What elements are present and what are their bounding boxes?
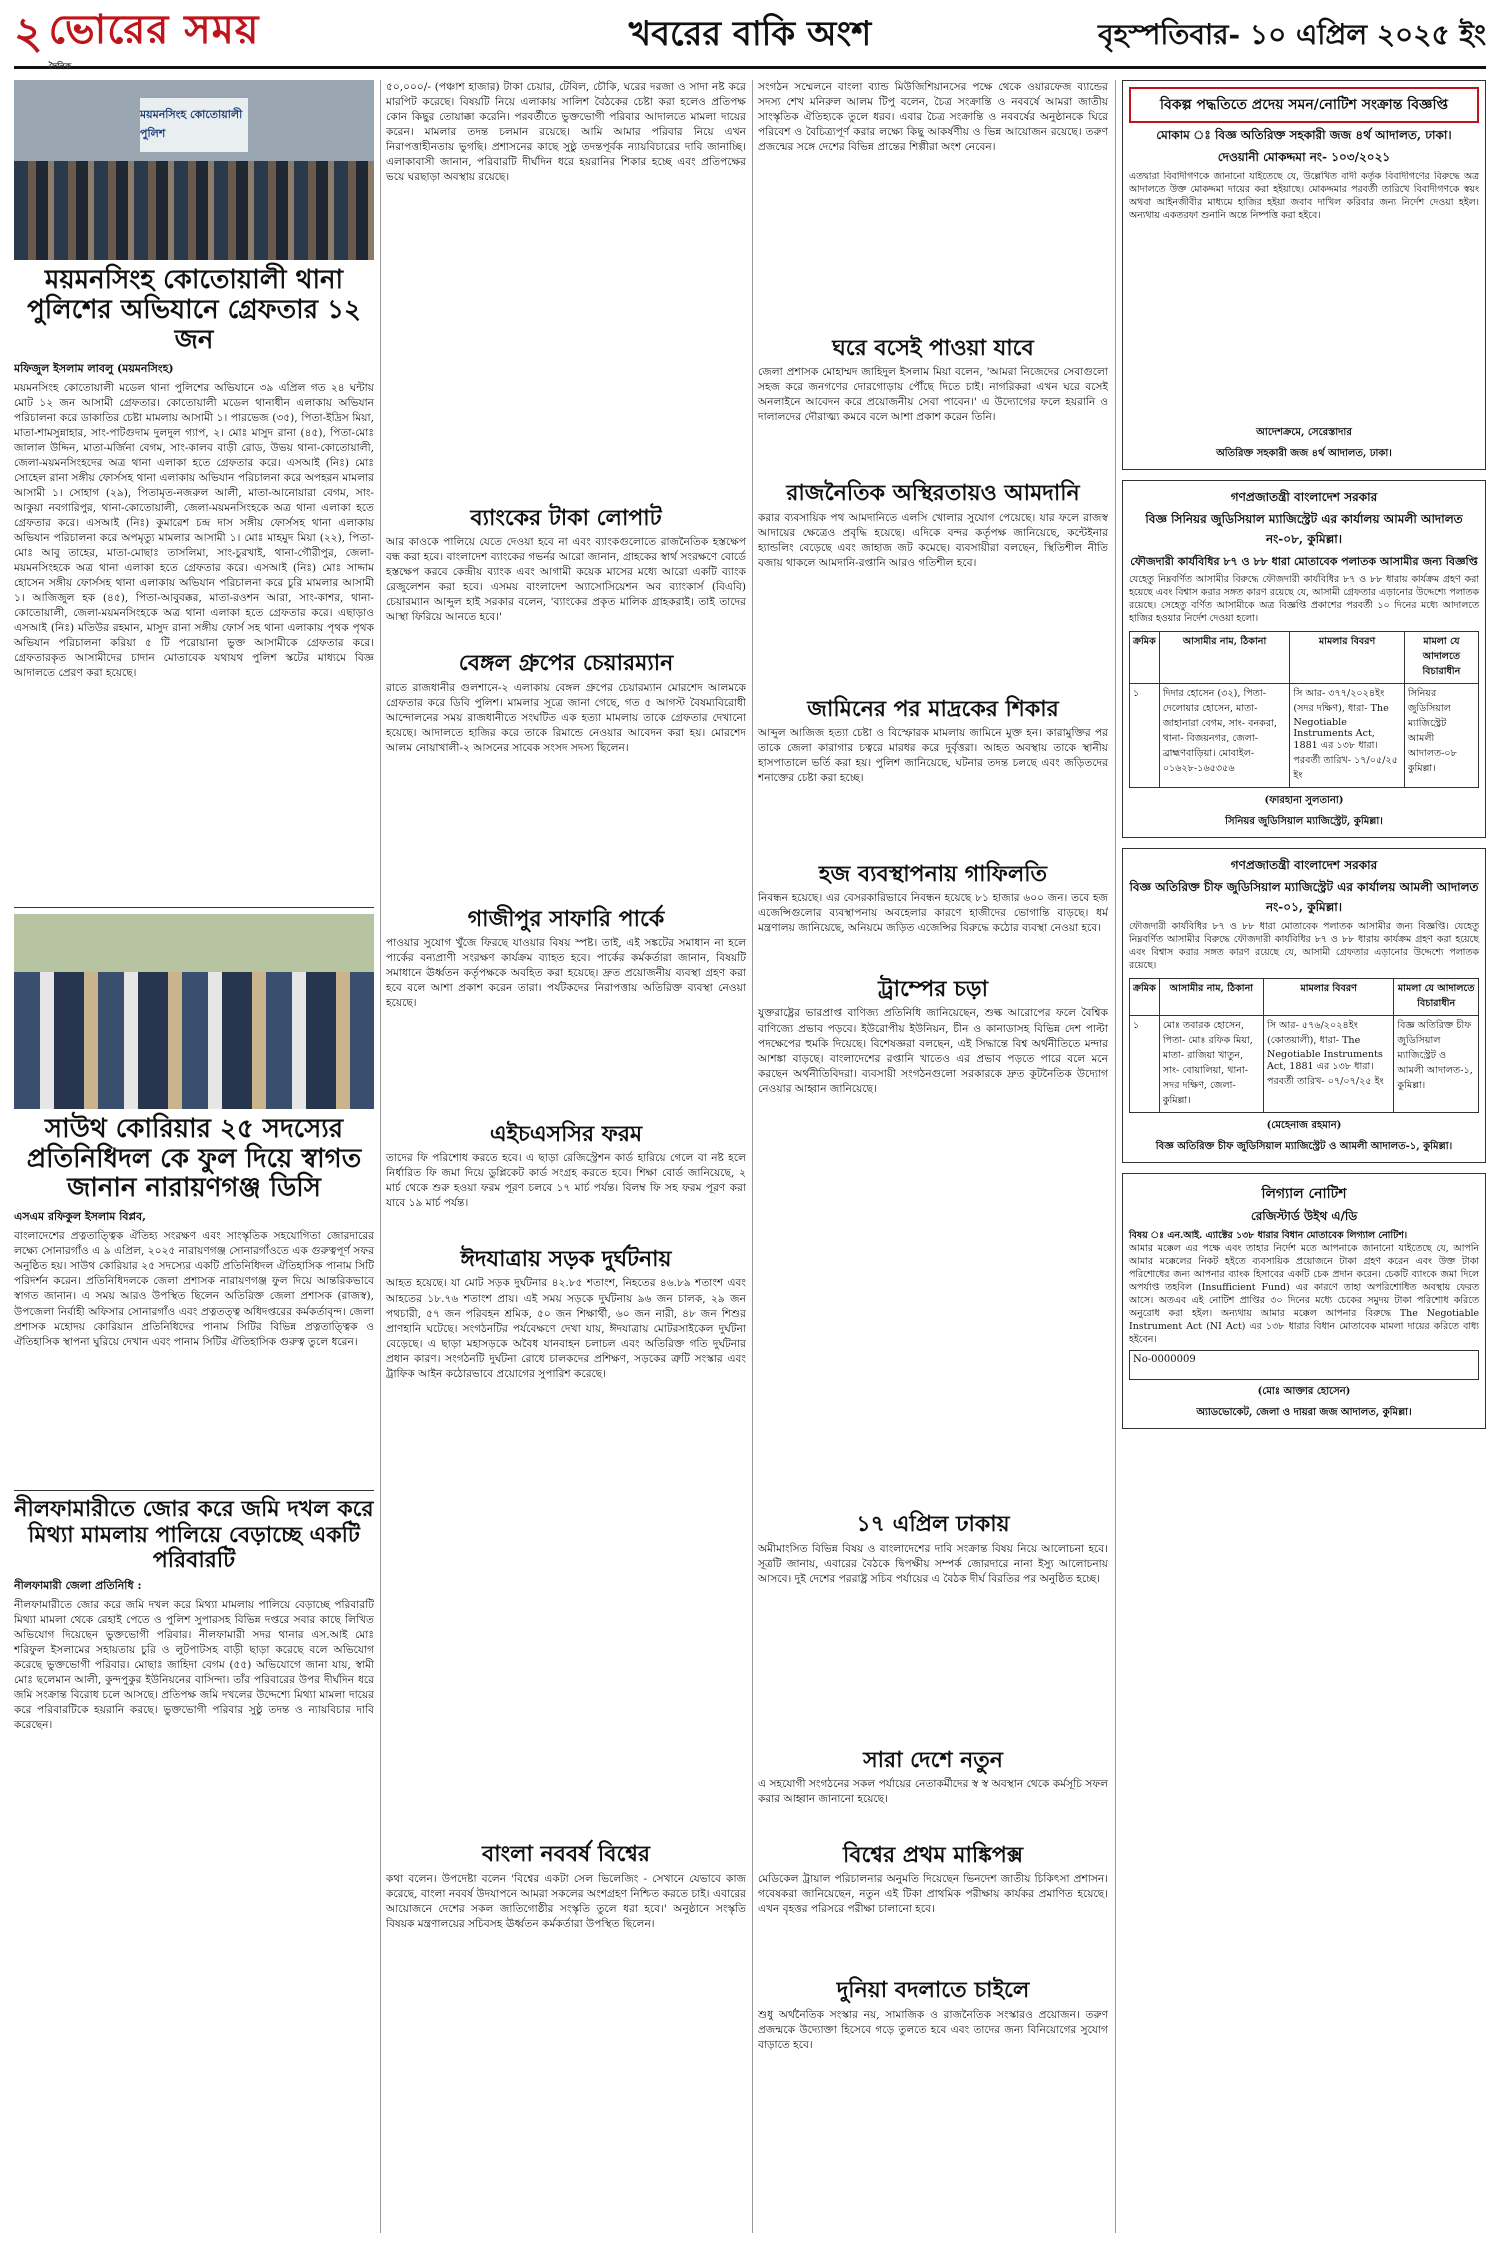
notice-subtitle: রেজিস্টার্ড উইথ এ/ডি	[1250, 1208, 1358, 1223]
table-row	[1130, 683, 1479, 787]
article-body: মেডিকেল ট্রায়াল পরিচালনার অনুমতি দিয়েছেন ভিনদেশ জাতীয় চিকিৎসা প্রশাসন। গবেষকরা জানিয়েছেন, নতুন এই টিকা প্রাথমিক পরীক্ষায় কার্যকর প্রমাণিত হয়েছে। এখন বৃহত্তর পরিসরে পরীক্ষা চালানো হবে।	[758, 1873, 1108, 1916]
article-body: ময়মনসিংহ কোতোয়ালী মডেল থানা পুলিশের অভিযানে ৩৯ এপ্রিল গত ২৪ ঘন্টায় মোট ১২ জন আসামী গ্রেফতার। কোতোয়ালী মডেল থানাধীন এলাকায় অভিযান পরিচালনা করে ডাকাতির চেষ্টা মামলায় আসামী ১। পারভেজ (৩৫), পিতা-ইদ্রিস মিয়া, মাতা-শামসুন্নাহার, সাং-পাটগুদাম দুলদুল গ্যাপ, ২। মোঃ মাসুদ রানা (৪৫), পিতা-মোঃ জালাল উদ্দিন, মাতা-মর্জিনা বেগম, সাং-কালব বাড়ী রোড, উভয় থানা-কোতোয়ালী, জেলা-ময়মনসিংহদের অত্র থানা এলাকা হতে গ্রেফতার করে। এসআই (নিঃ) মোঃ সোহেল রানা সঙ্গীয় ফোর্সসহ থানা এলাকায় অভিযান পরিচালনা করে অপহরন মামলার আসামী ১। সোহাগ (২৯), পিতামৃত-নজরুল আলী, মাতা-আনোয়ারা বেগম, সাং-আকুয়া নবগারিপুর, থানা-কোতোয়ালী, জেলা-ময়মনসিংহকে অত্র থানা এলাকা হতে গ্রেফতার করে। এসআই (নিঃ) কুমারেশ চন্দ্র দাস সঙ্গীয় ফোর্সসহ থানা এলাকায় অভিযান পরিচালনা করে অপমৃত্যু মামলার আসামী ১। মোঃ মাহমুদ মিয়া (২২), পিতা-মোঃ আবু তাহের, মাতা-মোছাঃ তাসলিমা, সাং-চুরখাই, থানা-গৌরীপুর, জেলা-ময়মনসিংহকে অত্র থানা এলাকা হতে গ্রেফতার করে। এসআই (নিঃ) মোঃ সাদ্দাম হোসেন সঙ্গীয় ফোর্সসহ থানা এলাকায় অভিযান পরিচালনা করে চুরি মামলার আসামী ১। আজিজুল হক (৪৫), পিতা-আবুবক্কর, মাতা-রওশন আরা, সাং-কাশর, থানা-কোতোয়ালী, জেলা-ময়মনসিংহকে অত্র থানা এলাকা হতে গ্রেফতার করে। এছাড়াও এসআই (নিঃ) মতিউর রহমান, মাসুদ রানা সঙ্গীয় ফোর্স সহ থানা এলাকায় পৃথক পৃথক অভিযান পরিচালনা করিয়া ৫ টি পরোয়ানা ভুক্ত আসামীকে গ্রেফতার করে। গ্রেফতারকৃত আসামীদের চাদান মোতাবেক যথাযথ পুলিশ স্কটের মাধ্যমে বিজ্ঞ আদালতে প্রেরণ করা হয়েছে।	[14, 381, 374, 680]
table-row	[1130, 1015, 1479, 1112]
headline-april-17: ১৭ এপ্রিল ঢাকায়	[856, 1511, 1010, 1538]
notice-signature-office: অ্যাডভোকেট, জেলা ও দায়রা জজ আদালত, কুমিল্লা।	[1196, 1407, 1412, 1419]
photo-banner-text: ময়মনসিংহ কোতোয়ালী পুলিশ	[140, 108, 243, 140]
notice-text: আমার মক্কেল এর পক্ষে এবং তাহার নির্দেশ মতে আপনাকে জানানো যাইতেছে যে, আপনি আমার মক্কেলের নিকট হইতে ব্যবসায়িক প্রয়োজনে টাকা গ্রহণ করেন এবং উক্ত টাকা পরিশোধের জন্য আপনার ব্যাংক হিসাবের একটি চেক প্রদান করেন। চেকটি ব্যাংকে জমা দিলে অপর্যাপ্ত তহবিল (Insufficient Fund) এর কারণে তাহা অপরিশোধিত অবস্থায় ফেরত আসে। অতএব এই নোটিশ প্রাপ্তির ৩০ দিনের মধ্যে চেকের সমুদয় টাকা পরিশোধ করিতে অনুরোধ করা হইল। অন্যথায় আমার মক্কেল আপনার বিরুদ্ধে The Negotiable Instrument Act (NI Act) এর ১৩৮ ধারার বিধান মোতাবেক মামলা দায়ের করিতে বাধ্য হইবেন।	[1129, 1242, 1479, 1345]
table-cell: সিনিয়র জুডিসিয়াল ম্যাজিস্ট্রেট আমলী আদালত-০৮ কুমিল্লা।	[1404, 683, 1478, 787]
table-cell: মোঃ তবারক হোসেন, পিতা- মোঃ রফিক মিয়া, মাতা- রাজিয়া খাতুন, সাং- বোয়ালিয়া, থানা- সদর দক্ষিণ, জেলা- কুমিল্লা।	[1159, 1015, 1263, 1112]
notice-header: গণপ্রজাতন্ত্রী বাংলাদেশ সরকার	[1230, 857, 1378, 872]
page-number: ২	[14, 7, 43, 59]
article-body: আব্দুল আজিজ হত্যা চেষ্টা ও বিস্ফোরক মামলায় জামিনে মুক্ত হন। কারামুক্তির পর তাকে জেলা কারাগার চত্বরে মারধর করে দুর্বৃত্তরা। আহত অবস্থায় তাকে স্থানীয় হাসপাতালে ভর্তি করা হয়। পুলিশ জানিয়েছে, ঘটনার তদন্ত চলছে এবং জড়িতদের শনাক্তের চেষ্টা করা হচ্ছে।	[758, 726, 1108, 784]
article-body: পাওয়ার সুযোগ খুঁজে ফিরছে যাওয়ার বিষয় স্পষ্ট। তাই, এই সঙ্কটের সমাধান না হলে পার্কের বন্যপ্রাণী সংরক্ষণ কার্যক্রম ব্যাহত হবে। পার্কের কর্মকর্তারা জানান, বিষয়টি সমাধানে ঊর্ধ্বতন কর্তৃপক্ষকে অবহিত করা হয়েছে। দ্রুত প্রয়োজনীয় ব্যবস্থা গ্রহণ করা হবে বলে আশা প্রকাশ করেন তারা। পর্যটকদের নিরাপত্তায় অতিরিক্ত ব্যবস্থা নেওয়া হয়েছে।	[386, 936, 746, 1010]
headline-hajj: হজ ব্যবস্থাপনায় গাফিলতি	[818, 860, 1048, 887]
summons-notice	[1122, 80, 1486, 470]
column-4-notices	[1122, 80, 1486, 2233]
notice-text: এতদ্বারা বিবাদীগণকে জানানো যাইতেছে যে, উল্লেখিত বাদী কর্তৃক বিবাদীগণের বিরুদ্ধে অত্র আদালতে উক্ত মোকদ্দমা দায়ের করা হইয়াছে। মোকদ্দমার পরবর্তী তারিখে বিবাদীগণকে স্বয়ং অথবা আইনজীবীর মাধ্যমে হাজির হইয়া জবাব দাখিল করিবার জন্য নির্দেশ দেওয়া হইল। অন্যথায় একতরফা শুনানি অন্তে নিষ্পত্তি করা হইবে।	[1129, 171, 1479, 221]
logo-tagline: দৈনিক	[48, 62, 72, 72]
article-body: কথা বলেন। উপদেষ্টা বলেন 'বিশ্বের একটা সেল ভিলেজিং - সেখানে যেভাবে কাজ করেছে, বাংলা নববর্ষ উদযাপনে আমরা সকলের অংশগ্রহণ নিশ্চিত করতে চাই। এবারের আয়োজনে দেশের সকল জাতিগোষ্ঠীর সংস্কৃতি তুলে ধরা হবে।' অনুষ্ঠানে সংস্কৃতি বিষয়ক মন্ত্রণালয়ের সচিবসহ ঊর্ধ্বতন কর্মকর্তারা উপস্থিত ছিলেন।	[386, 1872, 746, 1930]
table-cell: সি আর- ৩৭৭/২০২৪ইং (সদর দক্ষিণ), ধারা- The Negotiable Instruments Act, 1881 এর ১৩৮ ধারা। পরবর্তী তারিখ- ১৭/০৫/২৫ ইং	[1290, 683, 1404, 787]
article-body: রাতে রাজধানীর গুলশানে-২ এলাকায় বেঙ্গল গ্রুপের চেয়ারম্যান মোরশেদ আলমকে গ্রেফতার করে ডিবি পুলিশ। মামলার সূত্রে জানা গেছে, গত ৫ আগস্ট বৈষম্যবিরোধী আন্দোলনের সময় রাজধানীতে সংঘটিত এক হত্যা মামলায় তাকে গ্রেফতার দেখানো হয়েছে। আদালতে হাজির করে তাকে রিমান্ডে নেওয়ার আবেদন করা হয়। মোরশেদ আলম নোয়াখালী-২ আসনের সাবেক সংসদ সদস্য ছিলেন।	[386, 681, 746, 754]
table-cell: দিদার হোসেন (৩২), পিতা- দেলোয়ার হোসেন, মাতা- জাহানারা বেগম, সাং- বনকরা, থানা- বিজয়নগর, জেলা- ব্রাহ্মণবাড়িয়া। মোবাইল- ০১৬২৮-১৬৫৩৫৬	[1159, 683, 1290, 787]
table-header: মামলার বিবরণ	[1263, 978, 1393, 1015]
article-body: আহত হয়েছে। যা মোট সড়ক দুর্ঘটনার ৪২.৮৫ শতাংশ, নিহতের ৪৬.৮৯ শতাংশ এবং আহতের ১৮.৭৬ শতাংশ প্রায়। এই সময় সড়কে দুর্ঘটনায় ৯৬ জন চালক, ২৯ জন পথচারী, ৫৭ জন পরিবহন শ্রমিক, ৫০ জন শিক্ষার্থী, ৬০ জন নারী, ৪৮ জন শিশুর প্রাণহানি ঘটেছে। সংগঠনটির পর্যবেক্ষণে দেখা যায়, ঈদযাত্রায় মোটরসাইকেল দুর্ঘটনা বেড়েছে। এ ছাড়া মহাসড়কে অবৈধ যানবাহন চলাচল এবং অতিরিক্ত গতি দুর্ঘটনার প্রধান কারণ। সংগঠনটি দুর্ঘটনা রোধে চালকদের প্রশিক্ষণ, সড়কের ত্রুটি সংস্কার এবং ট্রাফিক আইন কঠোরভাবে প্রয়োগের সুপারিশ করেছে।	[386, 1277, 746, 1380]
article-body: এ সহযোগী সংগঠনের সকল পর্যায়ের নেতাকর্মীদের স্ব স্ব অবস্থান থেকে কর্মসূচি সফল করার আহ্বান জানানো হয়েছে।	[758, 1778, 1108, 1806]
notice-signature: আদেশক্রমে, সেরেস্তাদার	[1256, 427, 1352, 438]
table-header: মামলা যে আদালতে বিচারাধীন	[1394, 978, 1479, 1015]
table-cell: সি আর- ৫৭৬/২০২৪ইং (কোতয়ালী), ধারা- The Negotiable Instruments Act, 1881 এর ১৩৮ ধারা। পরবর্তী তারিখ- ০৭/০৭/২৫ ইং	[1263, 1015, 1393, 1112]
headline-new-nationwide: সারা দেশে নতুন	[863, 1746, 1003, 1773]
notice-subject: বিষয় ঃ এন.আই. এ্যাক্টের ১৩৮ ধারার বিধান মোতাবেক লিগ্যাল নোটিশ।	[1129, 1229, 1408, 1241]
table-header: মামলার বিবরণ	[1290, 631, 1404, 683]
article-body: জেলা প্রশাসক মোহাম্মদ জাহিদুল ইসলাম মিয়া বলেন, 'আমরা নিজেদের সেবাগুলো সহজ করে জনগণের দোরগোড়ায় পৌঁছে দিতে চাই। নাগরিকরা এখন ঘরে বসেই অনলাইনে আবেদন করে প্রয়োজনীয় সেবা পাবেন।' এ উদ্যোগের ফলে হয়রানি ও দালালদের দৌরাত্ম্য কমবে বলে আশা প্রকাশ করেন তিনি।	[758, 366, 1108, 424]
column-divider	[380, 80, 381, 2233]
headline-safari-park: গাজীপুর সাফারি পার্কে	[467, 905, 665, 932]
table-header: আসামীর নাম, ঠিকানা	[1159, 631, 1290, 683]
article-body: করার ব্যবসায়িক পথ আমদানিতে এলসি খোলার সুযোগ পেয়েছে। যার ফলে রাজস্ব আদায়ের ক্ষেত্রেও প্রবৃদ্ধি হয়েছে। এদিকে বন্দর কর্তৃপক্ষ জানিয়েছে, কন্টেইনার হ্যান্ডলিং বেড়েছে এবং জাহাজ জট কমেছে। ব্যবসায়ীরা বলছেন, স্থিতিশীল নীতি বজায় থাকলে আমদানি-রপ্তানি আরও গতিশীল হবে।	[758, 511, 1108, 569]
notice-text: ফৌজদারী কার্যবিধির ৮৭ ও ৮৮ ধারা মোতাবেক পলাতক আসামীর জন্য বিজ্ঞপ্তি। যেহেতু নিম্নবর্ণিত আসামীর বিরুদ্ধে ফৌজদারী কার্যবিধির ৮৭ ও ৮৮ ধারায় কার্যক্রম গ্রহণ করা হয়েছে এবং বিশ্বাস করার সঙ্গত কারণ রয়েছে যে, আসামী গ্রেফতার এড়ানোর উদ্দেশ্যে পলাতক রয়েছে।	[1129, 920, 1479, 971]
notice-court: বিজ্ঞ সিনিয়র জুডিসিয়াল ম্যাজিস্ট্রেট এর কার্যালয় আমলী আদালত নং-০৮, কুমিল্লা।	[1145, 512, 1463, 546]
cheque-image	[1129, 1350, 1479, 1380]
byline: এসএম রফিকুল ইসলাম বিপ্লব,	[14, 1210, 146, 1224]
notice-text: যেহেতু নিম্নবর্ণিত আসামীর বিরুদ্ধে ফৌজদারী কার্যবিধির ৮৭ ও ৮৮ ধারায় কার্যক্রম গ্রহণ করা হয়েছে এবং বিশ্বাস করার সঙ্গত কারণ রয়েছে যে, আসামী গ্রেফতার এড়ানোর উদ্দেশ্যে পলাতক রয়েছে। সেহেতু বর্ণিত আসামীকে অত্র বিজ্ঞপ্তি প্রকাশের পরবর্তী ১০ দিনের মধ্যে আদালতে হাজির হওয়ার নির্দেশ দেওয়া হলো।	[1129, 574, 1479, 624]
dc-korea-photo	[14, 914, 374, 1109]
notice-title: ফৌজদারী কার্যবিধির ৮৭ ও ৮৮ ধারা মোতাবেক পলাতক আসামীর জন্য বিজ্ঞপ্তি	[1130, 555, 1478, 568]
headline-home-service: ঘরে বসেই পাওয়া যাবে	[832, 335, 1034, 361]
police-arrest-photo	[14, 80, 374, 260]
column-1	[14, 80, 374, 2233]
table-header: ক্রমিক	[1130, 631, 1160, 683]
masthead	[14, 6, 1486, 72]
headline-bail-assault: জামিনের পর মাদ্রকের শিকার	[807, 695, 1059, 722]
article-body: নীলফামারীতে জোর করে জমি দখল করে মিথ্যা মামলায় পালিয়ে বেড়াচ্ছে পরিবারটি মিথ্যা মামলা থেকে রেহাই পেতে ও পুলিশ সুপারসহ বিভিন্ন দপ্তরে সবার কাছে লিখিত অভিযোগ দিয়েছেন ভুক্তভোগী পরিবার। নীলফামারী সদর থানার এস.আই মোঃ শরিফুল ইসলামের সহায়তায় চুরি ও লুটপাটসহ বাড়ী ছাড়া করেছে বলে অভিযোগ করেছে ভুক্তভোগী পরিবার। মোছাঃ জাহিদা বেগম (৫৫) অভিযোগে জানা যায়, স্বামী মোঃ ছলেমান আলী, কুন্দপুকুর ইউনিয়নের বাসিন্দা। তাঁর পরিবারের উপর দীর্ঘদিন ধরে জমি সংক্রান্ত বিরোধ চলে আসছে। প্রতিপক্ষ জমি দখলের উদ্দেশ্যে মিথ্যা মামলা দায়ের করে পরিবারটিকে হয়রানি করছে। ভুক্তভোগী পরিবার সুষ্ঠু তদন্ত ও ন্যায়বিচার দাবি করেছেন।	[14, 1599, 374, 1732]
table-cell: ১	[1130, 683, 1160, 787]
notice-court: বিজ্ঞ অতিরিক্ত চীফ জুডিসিয়াল ম্যাজিস্ট্রেট এর কার্যালয় আমলী আদালত নং-০১, কুমিল্লা।	[1129, 879, 1479, 914]
article-body: অমীমাংসিত বিভিন্ন বিষয় ও বাংলাদেশের দাবি সংক্রান্ত বিষয় নিয়ে আলোচনা হবে। সূত্রটি জানায়, এবারের বৈঠকে দ্বিপক্ষীয় সম্পর্ক জোরদারে নানা ইস্যু আলোচনায় আসবে। দুই দেশের পররাষ্ট্র সচিব পর্যায়ের এ বৈঠক দীর্ঘ বিরতির পর অনুষ্ঠিত হচ্ছে।	[758, 1542, 1108, 1585]
notice-case-number: দেওয়ানী মোকদ্দমা নং- ১০৩/২০২১	[1217, 150, 1391, 164]
cheque-number: No-0000009	[1133, 1354, 1196, 1366]
notice-signature-office: অতিরিক্ত সহকারী জজ ৪র্থ আদালত, ঢাকা।	[1216, 448, 1392, 459]
headline-change-world: দুনিয়া বদলাতে চাইলে	[836, 1977, 1030, 2004]
headline-trump-tariff: ট্রাম্পের চড়া	[877, 976, 989, 1003]
accused-table	[1129, 631, 1479, 788]
headline-bengal-group: বেঙ্গল গ্রুপের চেয়ারম্যান	[458, 650, 674, 677]
notice-header: গণপ্রজাতন্ত্রী বাংলাদেশ সরকার	[1230, 490, 1378, 504]
section-title: খবরের বাকি অংশ	[628, 13, 872, 54]
article-continuation: ৫০,০০০/- (পঞ্চাশ হাজার) টাকা চেয়ার, টেবিল, চৌকি, ঘরের দরজা ও সাদা নষ্ট করে মারপিট করেছে। বিষয়টি নিয়ে এলাকায় সালিশ বৈঠকের চেষ্টা করা হলেও প্রতিপক্ষ কোন কিছুর তোয়াক্কা করেনি। পরবর্তীতে ভুক্তভোগী পরিবার আদালতে মামলা দায়ের করেন। মামলার তদন্ত চলমান রয়েছে। আমি আমার পরিবার নিয়ে এখন নিরাপত্তাহীনতায় ভুগছি। প্রশাসনের কাছে সুষ্ঠু তদন্তপূর্বক ন্যায়বিচারের দাবি জানাচ্ছি। এলাকাবাসী জানান, পরিবারটি দীর্ঘদিন ধরে হয়রানির শিকার হচ্ছে এবং প্রতিপক্ষের ভয়ে ঘরছাড়া অবস্থায় রয়েছে।	[386, 81, 746, 184]
notice-signature-office: বিজ্ঞ অতিরিক্ত চীফ জুডিসিয়াল ম্যাজিস্ট্রেট ও আমলী আদালত-১, কুমিল্লা।	[1155, 1140, 1453, 1152]
headline-bangla-new-year: বাংলা নববর্ষ বিশ্বের	[482, 1841, 650, 1868]
notice-title: লিগ্যাল নোটিশ	[1261, 1185, 1347, 1202]
headline-mymensingh: ময়মনসিংহ কোতোয়ালী থানা পুলিশের অভিযানে গ্রেফতার ১২ জন	[27, 265, 361, 355]
table-cell: বিজ্ঞ অতিরিক্ত চীফ জুডিসিয়াল ম্যাজিস্ট্রেট ও আমলী আদালত-১, কুমিল্লা।	[1394, 1015, 1479, 1112]
column-divider	[752, 80, 753, 2233]
table-cell: ১	[1130, 1015, 1160, 1112]
headline-korea-delegation: সাউথ কোরিয়ার ২৫ সদস্যের প্রতিনিধিদল কে ফুল দিয়ে স্বাগত জানান নারায়ণগঞ্জ ডিসি	[26, 1113, 362, 1204]
table-header: আসামীর নাম, ঠিকানা	[1159, 978, 1263, 1015]
article-body: নিবন্ধন হয়েছে। এর বেসরকারিভাবে নিবন্ধন হয়েছে ৮১ হাজার ৬০০ জন। তবে হজ এজেন্সিগুলোর ব্যবস্থাপনায় অবহেলার কারণে হাজীদের ভোগান্তি বাড়ছে। ধর্ম মন্ত্রণালয় জানিয়েছে, অনিয়মে জড়িত এজেন্সির বিরুদ্ধে কঠোর ব্যবস্থা নেওয়া হবে।	[758, 892, 1108, 935]
article-body: শুধু অর্থনৈতিক সংস্কার নয়, সামাজিক ও রাজনৈতিক সংস্কারও প্রয়োজন। তরুণ প্রজন্মকে উদ্যোক্তা হিসেবে গড়ে তুলতে হবে এবং তাদের জন্য বিনিয়োগের সুযোগ বাড়াতে হবে।	[758, 2008, 1108, 2051]
table-header: মামলা যে আদালতে বিচারাধীন	[1404, 631, 1478, 683]
issue-date: বৃহস্পতিবার- ১০ এপ্রিল ২০২৫ ইং	[1098, 17, 1486, 51]
headline-import: রাজনৈতিক অস্থিরতায়ও আমদানি	[786, 480, 1080, 507]
headline-monkeypox: বিশ্বের প্রথম মাঙ্কিপক্স	[843, 1842, 1023, 1869]
accused-table	[1129, 978, 1479, 1113]
notice-title: বিকল্প পদ্ধতিতে প্রদেয় সমন/নোটিশ সংক্রান্ত বিজ্ঞপ্তি	[1129, 87, 1479, 123]
article-body: যুক্তরাষ্ট্রের ভারপ্রাপ্ত বাণিজ্য প্রতিনিধি জানিয়েছেন, শুল্ক আরোপের ফলে বৈশ্বিক বাণিজ্যে প্রভাব পড়বে। ইউরোপীয় ইউনিয়ন, চীন ও কানাডাসহ বিভিন্ন দেশ পাল্টা পদক্ষেপের হুমকি দিয়েছে। বিশেষজ্ঞরা বলছেন, এই সিদ্ধান্তে বিশ্ব অর্থনীতিতে মন্দার আশঙ্কা বাড়ছে। বাংলাদেশের রপ্তানি খাতেও এর প্রভাব পড়তে পারে বলে মনে করছেন অর্থনীতিবিদরা। ব্যবসায়ী সংগঠনগুলো সরকারকে দ্রুত কূটনৈতিক উদ্যোগ নেওয়ার আহ্বান জানিয়েছে।	[758, 1007, 1108, 1095]
headline-eid-accident: ঈদযাত্রায় সড়ক দুর্ঘটনায়	[460, 1246, 672, 1273]
column-2	[386, 80, 746, 2233]
byline: মফিজুল ইসলাম লাবলু (ময়মনসিংহ)	[14, 361, 174, 375]
article-continuation: সংগঠন সম্মেলনে বাংলা ব্যান্ড মিউজিশিয়ানসের পক্ষে থেকে ওয়ারফেজ ব্যান্ডের সদস্য শেখ মনিরুল আলম টিপু বলেন, চৈত্র সংক্রান্তি ও নববর্ষে আমরা জাতীয় সাংস্কৃতিক ঐতিহ্যকে তুলে ধরব। এবার চৈত্র সংক্রান্তি ও নববর্ষের অনুষ্ঠানকে ঘিরে পরিবেশ ও বৈচিত্র্যপূর্ণ করার লক্ষ্যে কিছু আকর্ষণীয় ও ভিন্ন আয়োজন রয়েছে। তরুণ প্রজন্মের সঙ্গে দেশের বিভিন্ন প্রান্তের শিল্পীরা অংশ নেবেন।	[758, 81, 1108, 154]
notice-signature: (ফারহানা সুলতানা)	[1264, 794, 1344, 806]
logo-text: ভোরের সময়	[48, 6, 260, 53]
column-divider	[1115, 80, 1116, 2233]
notice-signature: (মোঃ আক্তার হোসেন)	[1257, 1386, 1351, 1398]
headline-hsc-form: এইচএসসির ফরম	[489, 1120, 643, 1147]
headline-nilphamari: নীলফামারীতে জোর করে জমি দখল করে মিথ্যা মামলায় পালিয়ে বেড়াচ্ছে একটি পরিবারটি	[14, 1496, 374, 1573]
byline: নীলফামারী জেলা প্রতিনিধি :	[14, 1579, 142, 1593]
notice-court: মোকাম ঃ বিজ্ঞ অতিরিক্ত সহকারী জজ ৪র্থ আদালত, ঢাকা।	[1156, 128, 1452, 142]
column-3	[758, 80, 1108, 2233]
legal-notice	[1122, 1173, 1486, 1430]
absconding-notice-2	[1122, 848, 1486, 1163]
headline-bank: ব্যাংকের টাকা লোপাট	[470, 505, 662, 531]
article-body: তাদের ফি পরিশোধ করতে হবে। এ ছাড়া রেজিস্ট্রেশন কার্ড হারিয়ে গেলে বা নষ্ট হলে নির্ধারিত ফি জমা দিয়ে ডুপ্লিকেট কার্ড সংগ্রহ করতে হবে। শিক্ষা বোর্ড জানিয়েছে, ২ মার্চ থেকে শুরু হওয়া ফরম পূরণ চলবে ১৭ মার্চ পর্যন্ত। বিলম্ব ফি সহ ফরম পূরণ করা যাবে ১৯ মার্চ পর্যন্ত।	[386, 1152, 746, 1210]
absconding-notice-1	[1122, 480, 1486, 838]
table-header: ক্রমিক	[1130, 978, 1160, 1015]
notice-signature: (মেহেনাজ রহমান)	[1266, 1119, 1342, 1131]
article-body: বাংলাদেশের প্রত্নতাত্ত্বিক ঐতিহ্য সংরক্ষণ এবং সাংস্কৃতিক সহযোগিতা জোরদারের লক্ষ্যে সোনারগাঁও এ ৯ এপ্রিল, ২০২৫ নারায়ণগঞ্জ সোনারগাঁওতে এক গুরুত্বপূর্ণ সফর অনুষ্ঠিত হয়। সাউথ কোরিয়ার ২৫ সদস্যের একটি প্রতিনিধিদল ঐতিহাসিক পানাম সিটি পরিদর্শন করেন। প্রতিনিধিদলকে জেলা প্রশাসক নারায়ণগঞ্জ ফুল দিয়ে আন্তরিকভাবে স্বাগত জানান। এ সময় আরও উপস্থিত ছিলেন অতিরিক্ত জেলা প্রশাসক (রাজস্ব), উপজেলা নির্বাহী অফিসার সোনারগাঁও এবং প্রত্নতত্ত্ব অধিদপ্তরের কর্মকর্তাবৃন্দ। জেলা প্রশাসক মহোদয় কোরিয়ান প্রতিনিধিদের পানাম সিটির বিভিন্ন প্রত্নতাত্ত্বিক ও ঐতিহাসিক স্থাপনা ঘুরিয়ে দেখান এবং পানাম সিটির ঐতিহাসিক গুরুত্ব তুলে ধরেন।	[14, 1230, 374, 1348]
notice-signature-office: সিনিয়র জুডিসিয়াল ম্যাজিস্ট্রেট, কুমিল্লা।	[1225, 815, 1383, 827]
police-banner	[140, 98, 248, 152]
article-body: আর কাওকে পালিয়ে যেতে দেওয়া হবে না এবং ব্যাংকগুলোতে রাজনৈতিক হস্তক্ষেপ বন্ধ করা হবে। বাংলাদেশ ব্যাংকের গভর্নর আরো জানান, গ্রাহকের স্বার্থ সংরক্ষণে বোর্ডে হস্তক্ষেপ করবে কেন্দ্রীয় ব্যাংক এবং আগামী কয়েক মাসের মধ্যে আরো একটি ব্যাংক রেজুলেশন করা হবে। এসময় বাংলাদেশ অ্যাসোসিয়েশন অব ব্যাংকার্স (বিএবি) চেয়ারম্যান আব্দুল হাই সরকার বলেন, 'ব্যাংকের প্রকৃত মালিক গ্রাহকরাই। তাই তাদের আস্থা ফিরিয়ে আনতে হবে।'	[386, 536, 746, 624]
